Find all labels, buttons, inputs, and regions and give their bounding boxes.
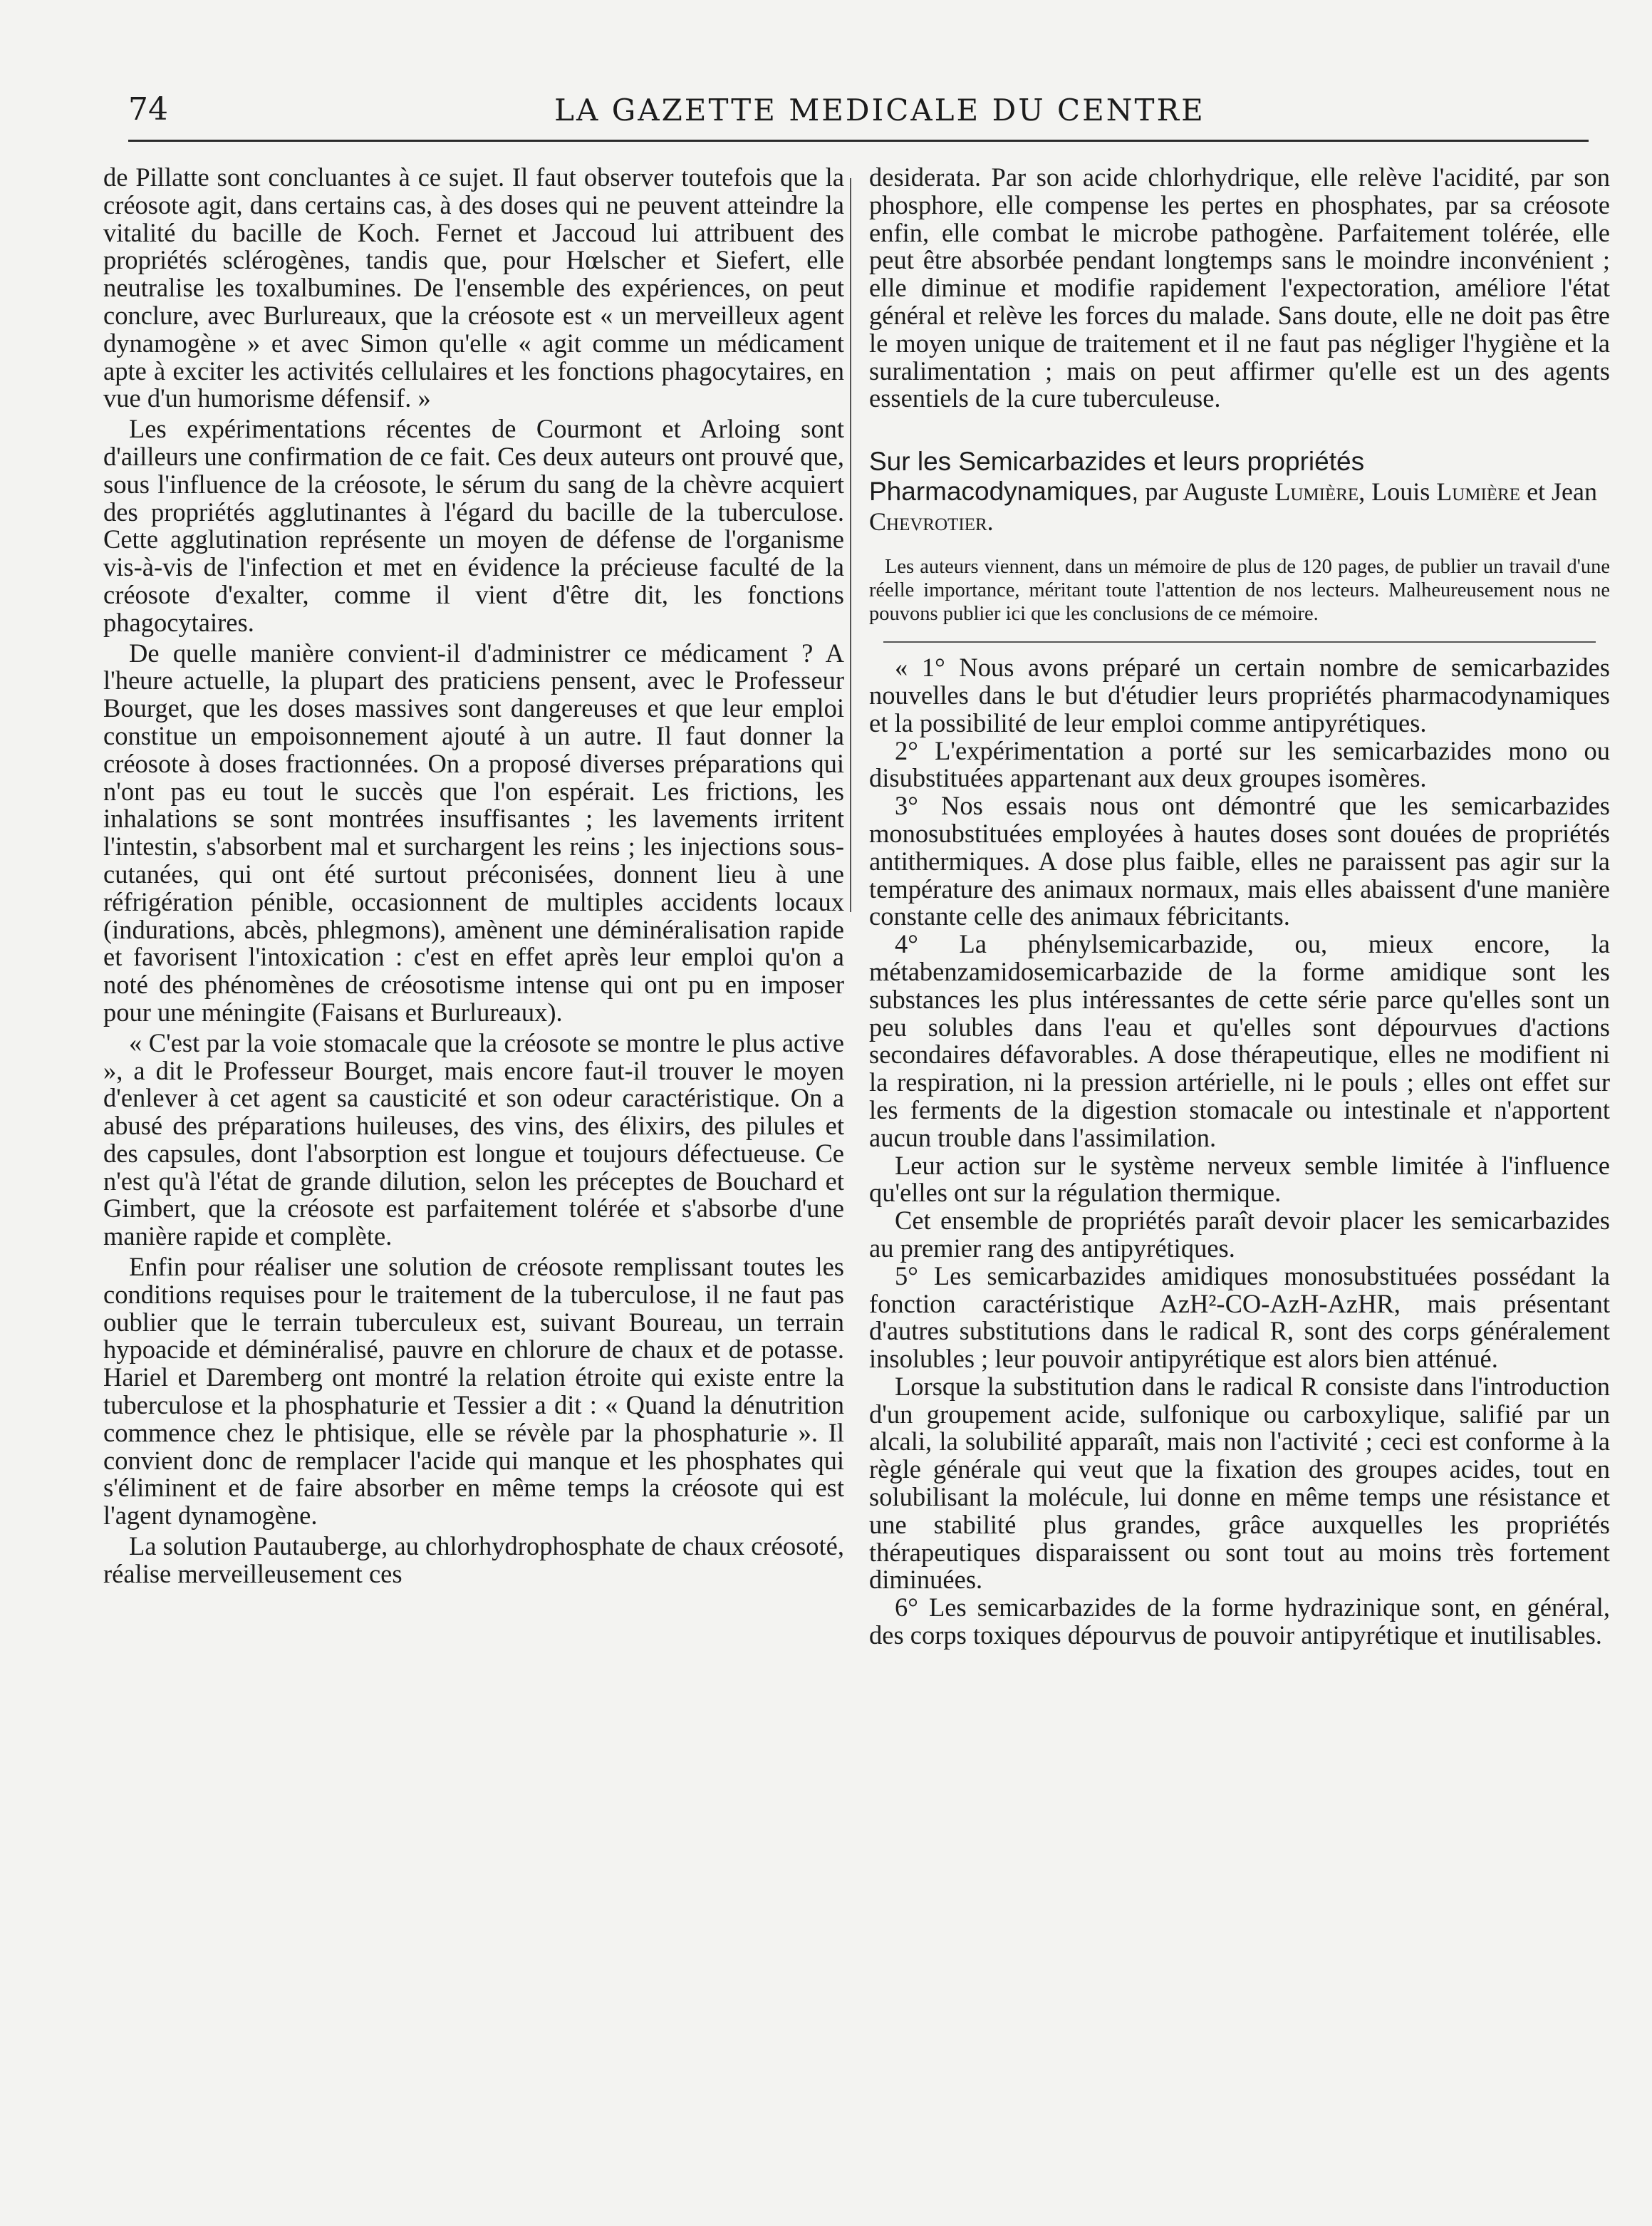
page-number: 74 — [128, 91, 168, 128]
conclusion-paragraph: 6° Les semicarbazides de la forme hydrazinique sont, en général, des corps toxiques dépourvus de pouvoir antipyrétique et inutilisables. — [869, 1593, 1610, 1650]
conclusion-paragraph: 2° L'expérimentation a porté sur les semicarbazides mono ou disubstituées appartenant aux deux groupes isomères. — [869, 735, 1610, 793]
continued-paragraph: desiderata. Par son acide chlorhydrique, elle relève l'acidité, par son phosphore, elle compense les pertes en phosphates, par sa créosote enfin, elle combat le microbe pathogène. Parfaitement tolérée, elle peut être absorbée pendant longtemps sans le moindre inconvénient ; elle diminue et modifie rapidement l'expectoration, améliore l'état général et relève les forces du malade. Sans doute, elle ne doit pas être le moyen unique de traitement et il ne faut pas négliger l'hygiène et la suralimentation ; mais on peut affirmer qu'elle est un des agents essentiels de la cure tuberculeuse. — [869, 162, 1610, 413]
paragraph: Enfin pour réaliser une solution de créosote remplissant toutes les conditions requises pour le traitement de la tuberculose, il ne faut pas oublier que le terrain tuberculeux est, suivant Boureau, un terrain hypoacide et déminéralisé, pauvre en chlorure de chaux et de potasse. Hariel et Daremberg ont montré la relation étroite qui existe entre la tuberculose et la phosphaturie et Tessier a dit : « Quand la dénutrition commence chez le phtisique, elle se révèle par la phosphaturie ». Il convient donc de remplacer l'acide qui manque et les phosphates qui s'éliminent et de faire absorber en même temps la créosote qui est l'agent dynamogène. — [103, 1252, 844, 1531]
article-title: Sur les Semicarbazides et leurs propriétés Pharmacodynamiques, — [869, 447, 1365, 507]
conclusion-paragraph: Cet ensemble de propriétés paraît devoir placer les semicarbazides au premier rang des antipyrétiques. — [869, 1206, 1610, 1263]
paragraph: Les expérimentations récentes de Courmont et Arloing sont d'ailleurs une confirmation de ce fait. Ces deux auteurs ont prouvé que, sous l'influence de la créosote, le sérum du sang de la chèvre acquiert des propriétés agglutinantes à l'égard du bacille de la tuberculose. Cette agglutination représente un moyen de défense de l'organisme vis-à-vis de l'infection et met en évidence la précieuse faculté de la créosote d'exalter, comme il vient d'être dit, les fonctions phagocytaires. — [103, 414, 844, 637]
conclusion-paragraph: 4° La phénylsemicarbazide, ou, mieux encore, la métabenzamidosemicarbazide de la forme amidique sont les substances les plus intéressantes de cette série parce qu'elles sont un peu solubles dans l'eau et qu'elles sont dépourvues d'actions secondaires défavorables. A dose thérapeutique, elles ne modifient ni la respiration, ni la pression artérielle, ni le pouls ; elles ont effet sur les ferments de la digestion stomacale ou intestinale et n'apportent aucun trouble dans l'assimilation. — [869, 929, 1610, 1152]
article-heading: Sur les Semicarbazides et leurs propriétés Pharmacodynamiques, par Auguste Lumière, Louis Lumière et Jean Chevrotier. — [869, 447, 1598, 537]
author-name: Chevrotier — [869, 507, 987, 537]
conclusion-paragraph: « 1° Nous avons préparé un certain nombre de semicarbazides nouvelles dans le but d'étudier leurs propriétés pharmacodynamiques et la possibilité de leur emploi comme antipyrétiques. — [869, 653, 1610, 737]
conclusion-paragraph: 3° Nos essais nous ont démontré que les semicarbazides monosubstituées employées à hautes doses sont douées de propriétés antithermiques. A dose plus faible, elles ne paraissent pas agir sur la température des animaux normaux, mais elles abaissent d'une manière constante celle des animaux fébricitants. — [869, 791, 1610, 931]
header-rule — [128, 140, 1589, 142]
conclusion-paragraph: 5° Les semicarbazides amidiques monosubstituées possédant la fonction caractéristique AzH²-CO-AzH-AzHR, mais présentant d'autres substitutions dans le radical R, sont des corps généralement insolubles ; leur pouvoir antipyrétique est alors bien atténué. — [869, 1260, 1610, 1374]
running-title: LA GAZETTE MEDICALE DU CENTRE — [554, 93, 1205, 128]
left-column — [103, 164, 844, 1588]
author-name: Lumière — [1436, 477, 1521, 507]
conclusion-paragraph: Lorsque la substitution dans le radical R consiste dans l'introduction d'un groupement acide, sulfonique ou carboxylique, salifié par un alcali, la solubilité apparaît, mais non l'activité ; ceci est conforme à la règle générale qui veut que la fixation des groupes acides, tout en solubilisant la molécule, lui donne en même temps une résistance et une stabilité plus grandes, grâce auxquelles les propriétés thérapeutiques disparaissent ou sont tout au moins très fortement diminuées. — [869, 1371, 1610, 1595]
conclusion-paragraph: Leur action sur le système nerveux semble limitée à l'influence qu'elles ont sur la régulation thermique. — [869, 1150, 1610, 1208]
paragraph: La solution Pautauberge, au chlorhydrophosphate de chaux créosoté, réalise merveilleusement ces — [103, 1531, 844, 1588]
column-divider — [850, 178, 851, 912]
author-name: Lumière — [1274, 477, 1359, 507]
right-column — [869, 164, 1610, 1650]
paragraph: « C'est par la voie stomacale que la créosote se montre le plus active », a dit le Professeur Bourget, mais encore faut-il trouver le moyen d'enlever à cet agent sa causticité et son odeur caractéristique. On a abusé des préparations huileuses, des vins, des élixirs, des pilules et des capsules, dont l'absorption est longue et toujours défectueuse. Ce n'est qu'à l'état de grande dilution, selon les préceptes de Bouchard et Gimbert, que la créosote est parfaitement tolérée et s'absorbe d'une manière rapide et complète. — [103, 1027, 844, 1251]
editor-note: Les auteurs viennent, dans un mémoire de plus de 120 pages, de publier un travail d'une réelle importance, méritant toute l'attention de nos lecteurs. Malheureusement nous ne pouvons publier ici que les conclusions de ce mémoire. — [869, 556, 1610, 626]
paragraph: de Pillatte sont concluantes à ce sujet. Il faut observer toutefois que la créosote agit, dans certains cas, à des doses qui ne peuvent atteindre la vitalité du bacille de Koch. Fernet et Jaccoud lui attribuent des propriétés sclérogènes, tandis que, pour Hœlscher et Siefert, elle neutralise les toxalbumines. De l'ensemble des expériences, on peut conclure, avec Burlureaux, que la créosote est « un merveilleux agent dynamogène » et avec Simon qu'elle « agit comme un médicament apte à exciter les activités cellulaires et les fonctions phagocytaires, en vue d'un humorisme défensif. » — [103, 162, 844, 413]
paragraph: De quelle manière convient-il d'administrer ce médicament ? A l'heure actuelle, la plupart des praticiens pensent, avec le Professeur Bourget, que les doses massives sont dangereuses et que leur emploi constitue un empoisonnement ajouté à un autre. Il faut donner la créosote à doses fractionnées. On a proposé diverses préparations qui n'ont pas eu tout le succès que l'on espérait. Les frictions, les inhalations se sont montrées insuffisantes ; les lavements irritent l'intestin, s'absorbent mal et surchargent les reins ; les injections sous-cutanées, qui ont été surtout préconisées, donnent lieu à une réfrigération pénible, occasionnent de multiples accidents locaux (indurations, abcès, phlegmons), amènent une déminéralisation rapide et favorisent l'intoxication : c'est en effet après leur emploi qu'on a noté des phénomènes de créosotisme intense qui ont pu en imposer pour une méningite (Faisans et Burlureaux). — [103, 638, 844, 1027]
page-header — [107, 86, 1589, 135]
